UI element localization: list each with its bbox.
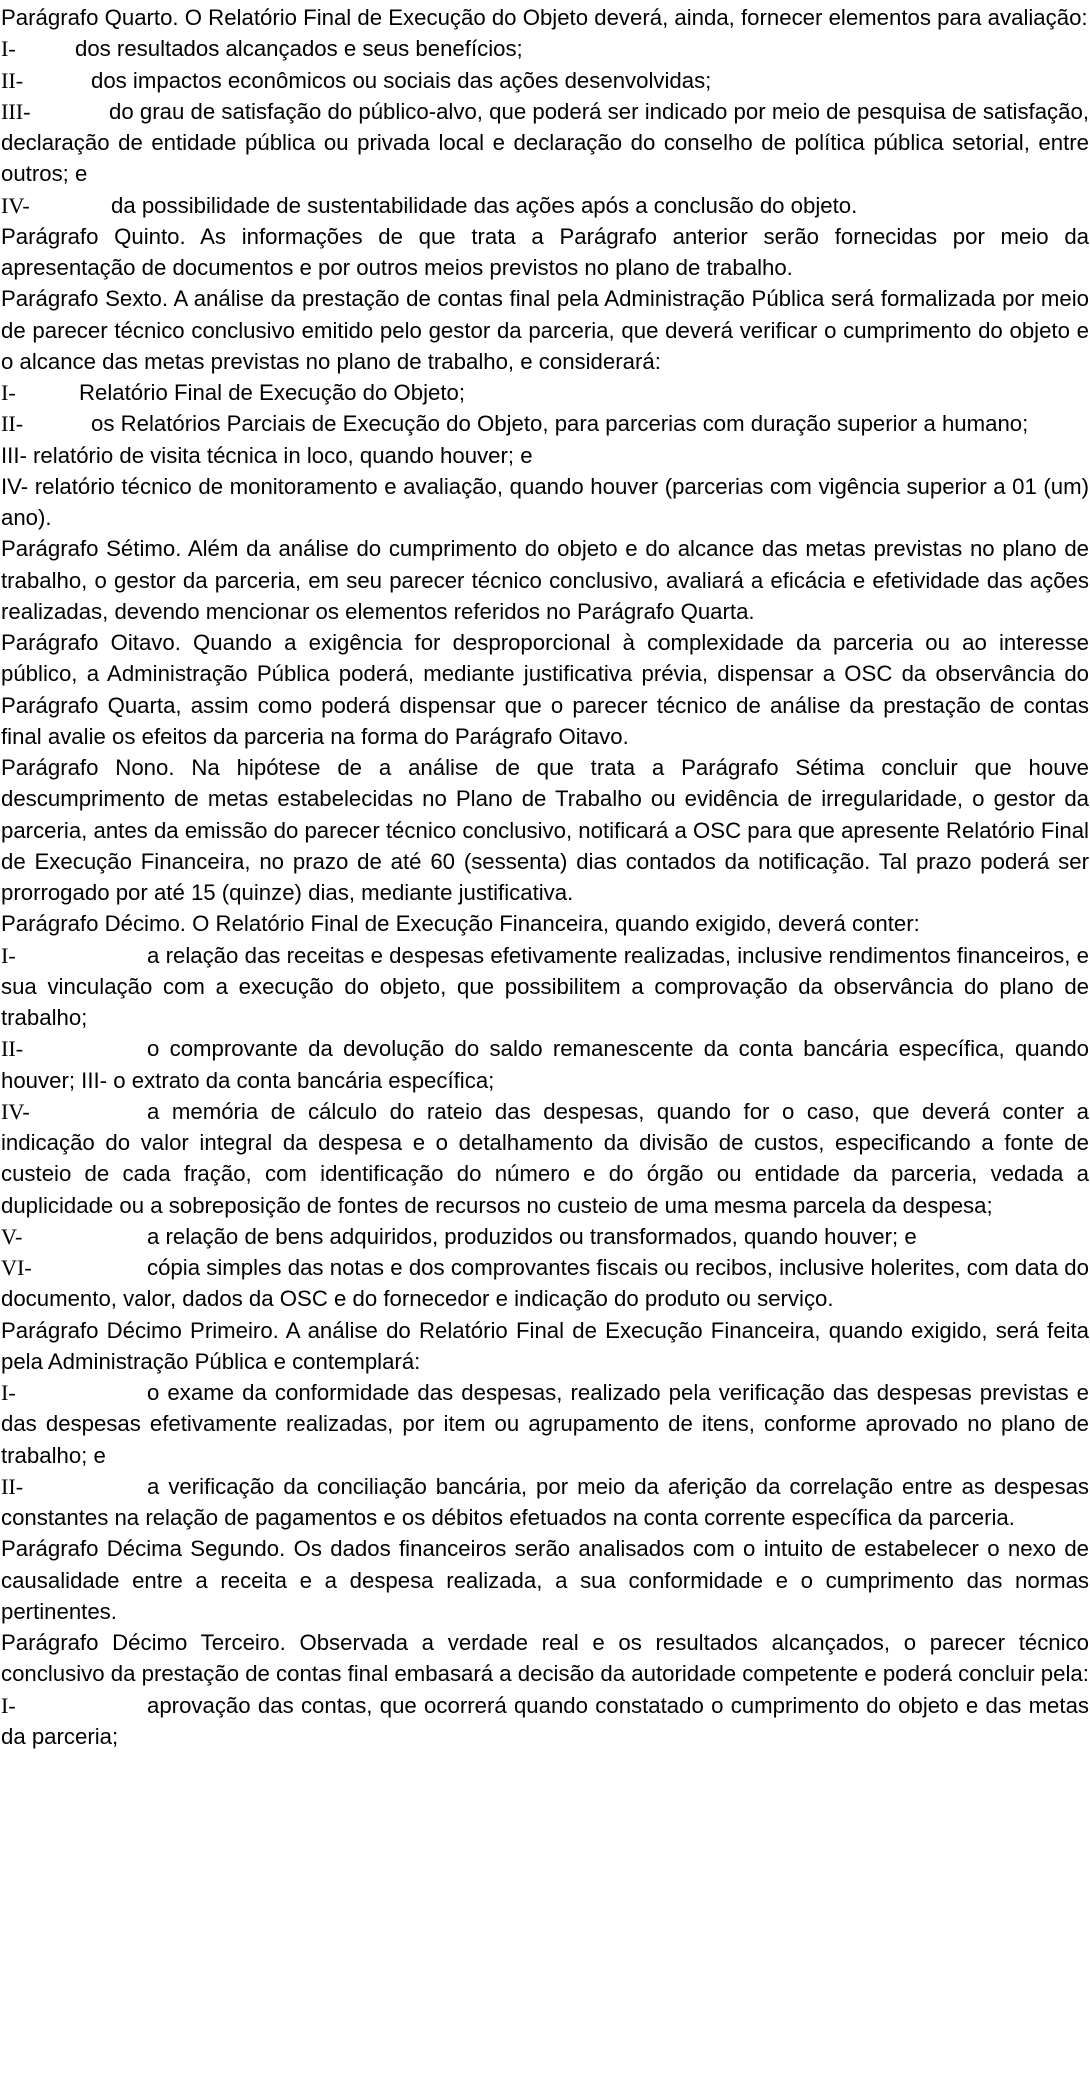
item-text: a relação de bens adquiridos, produzidos ou transformados, quando houver; e — [147, 1223, 917, 1249]
item-number: II- — [1, 67, 24, 93]
list-item — [1, 96, 1089, 190]
item-number: VI- — [1, 1255, 32, 1280]
item-text: do grau de satisfação do público-alvo, que poderá ser indicado por meio de pesquisa de satisfação, declaração de entidade pública ou privada local e declaração do conselho de política pública setorial, entre outros; e — [1, 98, 1089, 187]
list-item — [1, 1690, 1089, 1753]
paragraph-setimo: Parágrafo Sétimo. Além da análise do cumprimento do objeto e do alcance das metas previstas no plano de trabalho, o gestor da parceria, em seu parecer técnico conclusivo, avaliará a eficácia e efetividade das ações realizadas, devendo mencionar os elementos referidos no Parágrafo Quarta. — [1, 536, 1089, 624]
list-item — [1, 408, 1089, 439]
list-item — [1, 33, 1089, 64]
list-item: III- relatório de visita técnica in loco, quando houver; e — [1, 442, 533, 468]
item-text: a relação das receitas e despesas efetivamente realizadas, inclusive rendimentos financeiros, e sua vinculação com a execução do objeto, que possibilitem a comprovação da observância do plano de trabalho; — [1, 942, 1089, 1030]
item-number: II- — [1, 1473, 24, 1499]
list-item — [1, 1377, 1089, 1471]
list-item — [1, 65, 1089, 96]
item-text: a memória de cálculo do rateio das despesas, quando for o caso, que deverá conter a indicação do valor integral da despesa e o detalhamento da divisão de custos, especificando a fonte de custeio de cada fração, com identificação do número e do órgão ou entidade da parceria, vedada a duplicidade ou a sobreposição de fontes de recursos no custeio de uma mesma parcela da despesa; — [1, 1098, 1089, 1218]
item-number: II- — [1, 411, 24, 437]
list-item — [1, 940, 1089, 1034]
paragraph-decimo-terceiro: Parágrafo Décimo Terceiro. Observada a verdade real e os resultados alcançados, o parecer técnico conclusivo da prestação de contas final embasará a decisão da autoridade competente e poderá concluir pela: — [1, 1630, 1089, 1687]
item-text: dos impactos econômicos ou sociais das ações desenvolvidas; — [91, 67, 712, 93]
paragraph-quinto: Parágrafo Quinto. As informações de que trata a Parágrafo anterior serão fornecidas por meio da apresentação de documentos e por outros meios previstos no plano de trabalho. — [1, 223, 1089, 280]
item-text: Relatório Final de Execução do Objeto; — [79, 380, 466, 405]
list-item — [1, 190, 1089, 221]
list-item: IV- relatório técnico de monitoramento e avaliação, quando houver (parcerias com vigência superior a 01 (um) ano). — [1, 473, 1089, 530]
item-number: I- — [1, 942, 16, 968]
item-text: dos resultados alcançados e seus benefícios; — [75, 36, 523, 62]
list-item — [1, 1033, 1089, 1096]
item-number: I- — [1, 1692, 16, 1718]
item-number: IV- — [1, 192, 30, 218]
item-number: III- — [1, 98, 31, 124]
item-text: cópia simples das notas e dos comprovantes fiscais ou recibos, inclusive holerites, com data do documento, valor, dados da OSC e do fornecedor e indicação do produto ou serviço. — [1, 1255, 1089, 1312]
item-number: II- — [1, 1036, 24, 1062]
item-text: aprovação das contas, que ocorrerá quando constatado o cumprimento do objeto e das metas da parceria; — [1, 1692, 1089, 1749]
paragraph-oitavo: Parágrafo Oitavo. Quando a exigência for desproporcional à complexidade da parceria ou ao interesse público, a Administração Pública poderá, mediante justificativa prévia, dispensar a OSC da observância do Parágrafo Quarta, assim como poderá dispensar que o parecer técnico de análise da prestação de contas final avalie os efeitos da parceria na forma do Parágrafo Oitavo. — [1, 630, 1089, 749]
paragraph-quarto: Parágrafo Quarto. O Relatório Final de Execução do Objeto deverá, ainda, fornecer elementos para avaliação: — [1, 5, 1088, 30]
item-number: V- — [1, 1223, 23, 1249]
list-item — [1, 377, 1089, 408]
list-item — [1, 1252, 1089, 1315]
item-number: I- — [1, 36, 16, 62]
paragraph-decimo: Parágrafo Décimo. O Relatório Final de Execução Financeira, quando exigido, deverá conter: — [1, 911, 920, 937]
list-item — [1, 1096, 1089, 1221]
list-item — [1, 1221, 1089, 1252]
item-number: I- — [1, 1380, 16, 1405]
item-text: a verificação da conciliação bancária, por meio da aferição da correlação entre as despesas constantes na relação de pagamentos e os débitos efetuados na conta corrente específica da parceria. — [1, 1473, 1089, 1530]
item-text: o comprovante da devolução do saldo remanescente da conta bancária específica, quando houver; III- o extrato da conta bancária específica; — [1, 1036, 1089, 1093]
item-text: o exame da conformidade das despesas, realizado pela verificação das despesas previstas e das despesas efetivamente realizadas, por item ou agrupamento de itens, conforme aprovado no plano de trabalho; e — [1, 1380, 1089, 1468]
item-number: IV- — [1, 1098, 30, 1124]
paragraph-decimo-primeiro: Parágrafo Décimo Primeiro. A análise do Relatório Final de Execução Financeira, quando exigido, será feita pela Administração Pública e contemplará: — [1, 1317, 1089, 1374]
item-number: I- — [1, 380, 16, 405]
paragraph-nono: Parágrafo Nono. Na hipótese de a análise de que trata a Parágrafo Sétima concluir que houve descumprimento de metas estabelecidas no Plano de Trabalho ou evidência de irregularidade, o gestor da parceria, antes da emissão do parecer técnico conclusivo, notificará a OSC para que apresente Relatório Final de Execução Financeira, no prazo de até 60 (sessenta) dias contados da notificação. Tal prazo poderá ser prorrogado por até 15 (quinze) dias, mediante justificativa. — [1, 755, 1089, 905]
item-text: os Relatórios Parciais de Execução do Objeto, para parcerias com duração superior a humano; — [91, 411, 1029, 437]
paragraph-decima-segundo: Parágrafo Décima Segundo. Os dados financeiros serão analisados com o intuito de estabelecer o nexo de causalidade entre a receita e a despesa realizada, a sua conformidade e o cumprimento das normas pertinentes. — [1, 1536, 1089, 1624]
item-text: da possibilidade de sustentabilidade das ações após a conclusão do objeto. — [111, 192, 858, 218]
list-item — [1, 1471, 1089, 1534]
paragraph-sexto: Parágrafo Sexto. A análise da prestação de contas final pela Administração Pública será formalizada por meio de parecer técnico conclusivo emitido pelo gestor da parceria, que deverá verificar o cumprimento do objeto e o alcance das metas previstas no plano de trabalho, e considerará: — [1, 286, 1089, 374]
